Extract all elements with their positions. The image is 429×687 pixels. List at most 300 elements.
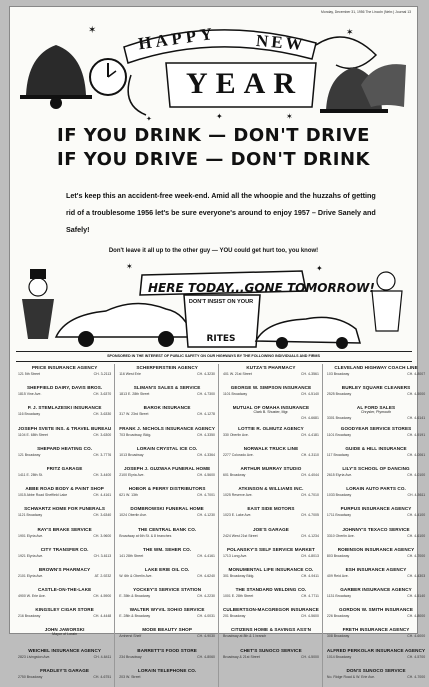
sponsor-directory: [18, 364, 426, 687]
sponsor-phone: CH. 4-6411: [93, 654, 112, 659]
sponsor-entry: [18, 586, 111, 606]
sponsor-name: WALTER WYVIL SOHIO SERVICE: [129, 607, 205, 613]
sponsor-subtitle: Clark B. Shuster, Mgr.: [253, 410, 289, 415]
sponsor-phone: CH. 4-1278: [197, 412, 216, 417]
sponsor-entry: [119, 606, 215, 626]
sponsor-name: P. J. STEMLAZESKI INSURANCE: [27, 405, 102, 411]
sponsor-column-1: [18, 364, 115, 687]
sponsor-details: [119, 554, 215, 558]
new-year-banner: [16, 15, 412, 125]
sponsor-address: 301 Broadway Bldg.: [223, 573, 255, 578]
sponsor-entry: [18, 566, 111, 586]
sponsor-phone: CH. 4-4448: [93, 614, 112, 619]
masthead: Monday, December 31, 1956 The Lincoln (Nebr.) Journal 13: [321, 10, 411, 14]
sponsor-name: THE WM. SEHER CO.: [143, 546, 192, 552]
sponsor-name: EAST SIDE MOTORS: [247, 506, 295, 512]
sponsor-name: BROWN'S PHARMACY: [38, 566, 91, 572]
sponsor-details: [119, 513, 215, 517]
sponsor-entry: [327, 606, 425, 626]
sponsor-phone: CH. 4-4161: [197, 553, 216, 558]
sponsor-entry: [223, 566, 319, 586]
sponsor-address: 1101 Broadway: [326, 432, 351, 437]
sponsor-address: 1711 Broadway: [326, 513, 351, 518]
sponsor-phone: CH. 4-5700: [407, 654, 426, 659]
sponsor-address: 1921 Elyria Ave.: [18, 553, 44, 558]
sponsor-name: KUTZA'S PHARMACY: [246, 365, 296, 370]
sponsor-entry: [327, 626, 425, 646]
sponsor-entry: [18, 505, 111, 525]
sponsor-address: 1411 E. 28th St.: [18, 472, 43, 477]
sponsor-entry: [119, 445, 215, 465]
sponsor-entry: [327, 505, 425, 525]
sponsor-name: MONUMENTAL LIFE INSURANCE CO.: [228, 566, 314, 572]
sponsor-address: 1033 Broadway: [326, 493, 352, 498]
sponsor-phone: CH. 4-5000: [407, 392, 426, 397]
sponsor-name: GOODYEAR SERVICE STORES: [340, 425, 412, 431]
sponsor-address: 401 W. 21st Street: [223, 372, 252, 376]
svg-text:✶: ✶: [346, 27, 354, 37]
sponsor-phone: CH. 4-4303: [407, 573, 426, 578]
sponsor-phone: CH. 4-7010: [301, 493, 319, 498]
sponsor-address: 3301 Broadway: [326, 416, 352, 421]
sponsor-address: 1014 Broadway: [326, 654, 352, 659]
sponsor-name: ESH INSURANCE AGENCY: [345, 566, 407, 572]
sponsor-address: 1815 Vine Ave.: [18, 392, 42, 397]
sponsor-phone: CH. 4-6681: [301, 416, 319, 421]
sponsor-address: 216 Broadway: [18, 614, 41, 619]
sponsor-address: 1813 E. 28th Street: [119, 392, 150, 397]
sponsor-phone: CH. 3-9600: [93, 533, 112, 538]
sponsor-name: ABBE ROAD BODY & PAINT SHOP: [25, 486, 104, 492]
sponsor-details: [223, 513, 319, 517]
sponsor-name: THE CENTRAL BANK CO.: [137, 526, 197, 532]
sponsor-entry: [327, 404, 425, 424]
sponsor-name: ARTHUR MURRAY STUDIO: [240, 465, 302, 471]
sponsor-entry: [18, 465, 111, 485]
sponsor-name: RAY'S BRAKE SERVICE: [37, 526, 92, 532]
sponsor-address: 1901 Elyria Ave.: [18, 533, 44, 538]
sponsor-phone: CH. 4-2230: [197, 594, 216, 599]
sponsor-entry: [327, 485, 425, 505]
sponsor-phone: CH. 4-5900: [93, 594, 112, 599]
sponsor-name: SHEFFIELD DAIRY, DAVIS BROS.: [26, 385, 103, 391]
sponsor-details: [327, 675, 425, 679]
sign-main-text: HERE TODAY...GONE TOMORROW!: [148, 281, 375, 295]
sponsor-entry: [18, 404, 111, 424]
sponsor-entry: [18, 364, 111, 384]
sponsor-phone: CH. 4-8000: [407, 614, 426, 619]
sponsor-address: 1013 Broadway: [119, 452, 144, 457]
sponsor-address: Broadway & 21st Street: [223, 654, 260, 659]
svg-text:✦: ✦: [146, 115, 152, 123]
sponsor-name: JOHNNY'S TEXACO SERVICE: [342, 526, 410, 532]
sponsor-name: CHET'S SUNOCO SERVICE: [240, 647, 302, 653]
sponsor-address: W. 6th & Oberlin Ave.: [119, 573, 153, 578]
sponsor-details: [18, 473, 111, 477]
sponsor-name: GARBER INSURANCE AGENCY: [340, 587, 412, 593]
sponsor-phone: CH. 4-6000: [407, 634, 426, 639]
sponsor-phone: CH. 4-1230: [197, 513, 216, 518]
sponsor-name: NORWALK TRUCK LINE: [243, 445, 299, 451]
sponsor-address: 1001 E. 28th Street: [223, 594, 254, 599]
sponsor-entry: [223, 425, 319, 445]
sponsor-entry: [327, 667, 425, 687]
sponsor-name: KINGSLEY CIGAR STORE: [35, 607, 94, 613]
sponsor-name: DON'S SUNOCO SERVICE: [346, 667, 406, 673]
sponsor-address: 1104 E. 68th Street: [18, 432, 48, 437]
sponsor-details: [327, 372, 425, 376]
sponsor-phone: CH. 4-0061: [407, 452, 426, 457]
sponsor-details: [119, 574, 215, 578]
sponsor-details: [119, 614, 215, 618]
sponsor-name: LOTTIE R. OLMUTZ AGENCY: [238, 425, 304, 431]
sponsor-entry: [119, 465, 215, 485]
sponsor-entry: [18, 546, 111, 566]
sponsor-details: [18, 453, 111, 457]
sponsor-phone: CH. 4-3364: [197, 452, 216, 457]
sponsor-name: CULBERTSON-MACGREGOR INSURANCE: [223, 607, 319, 613]
sponsor-details: [223, 634, 319, 638]
sponsor-entry: [119, 546, 215, 566]
sponsor-name: ALFRED PERKOLAR INSURANCE AGENCY: [326, 647, 426, 653]
sponsor-name: PRICE INSURANCE AGENCY: [31, 365, 98, 370]
sponsor-entry: [119, 586, 215, 606]
sponsor-details: [327, 655, 425, 659]
sponsor-details: [18, 534, 111, 538]
sponsor-entry: [223, 445, 319, 465]
sign-rites-text: RITES: [206, 334, 236, 344]
sponsor-name: DOMBROWSKI FUNERAL HOME: [130, 506, 204, 512]
sponsor-details: [223, 614, 319, 618]
sponsor-address: Amherst Shelf: [119, 634, 142, 639]
sponsor-details: [223, 392, 319, 396]
sponsor-entry: [223, 586, 319, 606]
sponsor-details: [18, 655, 111, 659]
sponsor-details: [119, 412, 215, 416]
banner-word-new: NEW: [255, 30, 307, 55]
sponsor-details: [327, 614, 425, 618]
sponsor-details: [119, 634, 215, 638]
sponsor-entry: [327, 445, 425, 465]
body-subline: Don't leave it all up to the other guy — YOU could get hurt too, you know!: [108, 248, 319, 254]
sponsor-name: AL FORD SALES: [356, 405, 396, 411]
sponsor-details: [223, 574, 319, 578]
sponsor-entry: [119, 384, 215, 404]
sponsor-address: 703 Broadway, Bldg.: [119, 432, 152, 437]
sponsor-phone: CH. 4-6141: [407, 416, 426, 421]
sponsor-entry: [327, 586, 425, 606]
sponsor-entry: [119, 626, 215, 646]
sponsor-subtitle: Chrysler, Plymouth: [360, 410, 392, 415]
sponsor-line: SPONSORED IN THE INTEREST OF PUBLIC SAFETY ON OUR HIGHWAYS BY THE FOLLOWING INDIVIDUALS AND FIRMS: [107, 354, 320, 358]
sponsor-phone: CH. 4-7000: [407, 553, 426, 558]
sponsor-phone: CH. 3-6370: [93, 392, 112, 397]
car-sign-illustration: [16, 259, 412, 349]
sponsor-address: 117 Broadway: [326, 452, 350, 457]
sponsor-details: [223, 493, 319, 497]
sponsor-phone: CH. 4-9191: [407, 432, 426, 437]
sponsor-entry: [327, 364, 425, 384]
sponsor-details: [327, 392, 425, 396]
sponsor-entry: [119, 425, 215, 445]
sponsor-address: 601 Broadway: [223, 472, 246, 477]
sponsor-address: 2424 West 21st Street: [223, 533, 258, 538]
sponsor-name: LAKE ERIE OIL CO.: [144, 566, 190, 572]
sponsor-phone: CH. 4-7300: [197, 392, 216, 397]
sponsor-entry: [18, 485, 111, 505]
sponsor-entry: [119, 404, 215, 424]
sponsor-phone: CH. 4-6751: [93, 674, 112, 679]
sponsor-phone: CH. 4-9030: [197, 634, 216, 639]
sponsor-details: [327, 493, 425, 497]
sponsor-details: [327, 534, 425, 538]
sponsor-phone: CH. 3-4400: [93, 472, 112, 477]
sponsor-address: Broadway at 6th St. & 8 branches: [119, 533, 172, 538]
sponsor-address: 2277 Colorado Ave.: [223, 452, 254, 457]
sponsor-phone: CH. 4-4161: [93, 493, 112, 498]
sponsor-phone: CH. 4-0100: [407, 472, 426, 477]
sponsor-entry: [327, 526, 425, 546]
sponsor-name: MODE BEAUTY SHOP: [142, 627, 192, 633]
sponsor-name: GEORGE W. SIMPSON INSURANCE: [230, 385, 312, 391]
sponsor-name: SHEPARD HEATING CO.: [37, 445, 93, 451]
sponsor-name: PURPUS INSURANCE AGENCY: [340, 506, 412, 512]
sponsor-name: LORAIN CRYSTAL ICE CO.: [136, 445, 198, 451]
sponsor-address: 116 West Erie: [119, 372, 141, 376]
sponsor-details: [18, 574, 111, 578]
sponsor-phone: CH. 4-7000: [407, 674, 426, 679]
sponsor-name: JOE'S GARAGE: [252, 526, 289, 532]
sponsor-phone: CH. 4-5140: [407, 594, 426, 599]
body-text: Let's keep this an accident-free week-end. Amid all the whoopie and the huzzahs of getting rid of a troublesome 1956 let's be sure everyone's around to enjoy 1957 – Drive Sanely and Safely!: [66, 191, 376, 234]
sponsor-address: 803 Broadway: [326, 553, 350, 558]
sponsor-phone: CH. 4-8007: [407, 372, 426, 376]
sponsor-phone: CH. 4-0031: [197, 614, 216, 619]
person-right-figure: [372, 291, 402, 331]
sponsor-phone: CH. 4-3230: [197, 372, 216, 376]
sponsor-details: [223, 433, 319, 437]
sponsor-name: MUTUAL OF OMAHA INSURANCE: [232, 405, 310, 411]
sponsor-address: 203 W. Street: [119, 674, 141, 679]
sponsor-phone: CH. 3-2113: [93, 372, 112, 376]
sponsor-phone: CH. 4-3561: [301, 372, 319, 376]
sponsor-details: [119, 655, 215, 659]
sponsor-name: CITIZENS HOME & SAVINGS ASS'N: [230, 627, 311, 633]
sponsor-name: SLIMAN'S SALES & SERVICE: [133, 385, 201, 391]
sponsor-address: 121 Broadway: [18, 452, 41, 457]
svg-text:✦: ✦: [216, 112, 223, 121]
sponsor-details: [327, 453, 425, 457]
sponsor-phone: CH. 4-3110: [301, 452, 319, 457]
sponsor-name: YOCKEY'S SERVICE STATION: [133, 587, 202, 593]
sponsor-details: [327, 416, 425, 420]
sponsor-entry: [223, 647, 319, 667]
sponsor-details: [18, 554, 111, 558]
sponsor-entry: [119, 485, 215, 505]
sponsor-phone: CH. 4-4100: [407, 513, 426, 518]
sponsor-details: [223, 453, 319, 457]
sponsor-details: [327, 473, 425, 477]
sponsor-column-4: [327, 364, 428, 687]
sponsor-phone: CH. 4-6240: [197, 573, 216, 578]
car-icon: [56, 303, 192, 337]
sponsor-details: [327, 574, 425, 578]
bell-clapper-left: [50, 97, 62, 109]
sponsor-name: BURLEY SQUARE CLEANERS: [341, 385, 411, 391]
sponsor-phone: CH. 4-8060: [197, 654, 216, 659]
sponsor-entry: [18, 667, 111, 687]
sponsor-phone: CH. 3-6330: [93, 412, 112, 417]
sponsor-entry: [18, 606, 111, 626]
sponsor-address: 2525 Broadway: [326, 392, 352, 397]
sponsor-address: 121 5th Street: [18, 372, 40, 376]
sponsor-details: [119, 473, 215, 477]
svg-text:✶: ✶: [286, 112, 293, 121]
sponsor-phone: CH. 4-7001: [197, 493, 216, 498]
sponsor-details: [119, 453, 215, 457]
sponsor-address: 201 Broadway: [223, 614, 246, 619]
sponsor-entry: [327, 546, 425, 566]
sponsor-details: [327, 634, 425, 638]
sponsor-phone: CH. 3-7776: [93, 452, 112, 457]
sponsor-name: LORAIN AUTO PARTS CO.: [346, 486, 406, 492]
sponsor-name: CITY TRANSFER CO.: [40, 546, 89, 552]
sponsor-details: [18, 412, 111, 416]
sponsor-address: 1131 Broadway: [326, 594, 351, 599]
sponsor-details: [119, 534, 215, 538]
sponsor-address: Broadway at 8th & 1 branch: [223, 634, 267, 639]
sponsor-entry: [119, 667, 215, 687]
sponsor-entry: [18, 425, 111, 445]
sponsor-entry: [327, 384, 425, 404]
sponsor-name: POLANSKY'S SELF SERVICE MARKET: [226, 546, 315, 552]
sponsor-entry: [223, 505, 319, 525]
sponsor-details: [18, 614, 111, 618]
bell-left-icon: [26, 45, 86, 95]
sponsor-name: ATKINSON & WILLIAMS INC.: [238, 486, 304, 492]
sponsor-address: 1024 Oberlin Ave.: [119, 513, 147, 518]
sponsor-phone: CH. 4-5600: [197, 472, 216, 477]
sponsor-address: 2100 Elyria Ave.: [119, 472, 145, 477]
sponsor-name: GORDON W. SMITH INSURANCE: [339, 607, 414, 613]
sponsor-details: [18, 513, 111, 517]
sponsor-details: [18, 493, 111, 497]
sponsor-address: 1015 Abbe Road Sheffield Lake: [18, 493, 68, 498]
sponsor-entry: [223, 364, 319, 384]
sponsor-details: [18, 392, 111, 396]
sponsor-phone: CH. 4-7005: [301, 513, 319, 518]
sponsor-phone: CH. 4-7711: [301, 594, 319, 599]
sponsor-name: SCHWARTZ HOME FOR FUNERALS: [24, 506, 106, 512]
sponsor-name: HOBOR & PERRY DISTRIBUTORS: [128, 486, 206, 492]
sponsor-address: 103 Broadway: [326, 372, 350, 376]
sponsor-address: 1025 Reserve Ave.: [223, 493, 253, 498]
sponsor-details: [119, 594, 215, 598]
sponsor-entry: [18, 647, 111, 667]
sponsor-phone: CH. 4-9411: [301, 573, 319, 578]
sponsor-address: 226 Broadway: [326, 614, 350, 619]
sponsor-details: [119, 675, 215, 679]
sponsor-entry: [327, 566, 425, 586]
sponsor-address: 141 28th Street: [119, 553, 144, 558]
sponsor-phone: CH. 4-8013: [301, 553, 319, 558]
sponsor-name: BAROK INSURANCE: [143, 405, 191, 411]
banner-word-happy: HAPPY: [136, 23, 218, 54]
sponsor-address: 1713 Long Ave.: [223, 553, 248, 558]
sponsor-phone: CH. 4-5611: [407, 493, 426, 498]
sponsor-details: [223, 416, 319, 420]
sponsor-column-2: [119, 364, 219, 687]
sponsor-name: ROBINSON INSURANCE AGENCY: [337, 546, 415, 552]
sponsor-name: LILY'S SCHOOL OF DANCING: [342, 465, 410, 471]
rule-bottom: [16, 361, 412, 362]
sponsor-phone: CH. 4-5600: [301, 614, 319, 619]
sponsor-address: 2101 Elyria Ave.: [18, 573, 44, 578]
sponsor-entry: [119, 647, 215, 667]
sponsor-entry: [223, 404, 319, 424]
sponsor-column-3: [223, 364, 323, 687]
sponsor-entry: [223, 606, 319, 626]
svg-text:✶: ✶: [88, 25, 97, 36]
sponsor-address: 2750 Broadway: [18, 674, 43, 679]
sponsor-name: FRITZ GARAGE: [46, 465, 83, 471]
headline-line1: IF YOU DRINK — DON'T DRIVE: [57, 125, 370, 146]
sponsor-entry: [18, 626, 111, 646]
sponsor-address: 3310 Oberlin Ave.: [326, 533, 355, 538]
sponsor-address: E. 35th & Broadway: [119, 594, 151, 599]
headline-line2: IF YOU DRIVE — DON'T DRINK: [57, 149, 370, 170]
sponsor-phone: CH. 4-5140: [301, 392, 319, 397]
sponsor-details: [119, 392, 215, 396]
sponsor-address: 308 Broadway: [326, 634, 350, 639]
sponsor-phone: CH. 3-6113: [93, 553, 112, 558]
man-left-figure: [22, 299, 54, 339]
sponsor-name: JOSEPH J. GUZWAA FUNERAL HOME: [123, 465, 211, 471]
sponsor-name: JOSEPH SVETE INS. & TRAVEL BUREAU: [18, 425, 112, 431]
sponsor-details: [119, 493, 215, 497]
sponsor-phone: CH. 4-4181: [301, 432, 319, 437]
sponsor-address: No. Ridge Road & W. Erie Ave.: [326, 674, 376, 679]
sponsor-address: 2615 Elyria Ave.: [326, 472, 353, 477]
sponsor-entry: [119, 364, 215, 384]
sponsor-details: [119, 433, 215, 437]
sponsor-details: [223, 594, 319, 598]
sponsor-details: [18, 594, 111, 598]
sponsor-name: LORAIN TELEPHONE CO.: [137, 667, 197, 673]
sponsor-entry: [18, 445, 111, 465]
sponsor-name: BARRETT'S FOOD STORE: [137, 647, 197, 653]
sponsor-entry: [223, 465, 319, 485]
sponsor-details: [223, 372, 319, 376]
sponsor-name: GUIDE & HILL INSURANCE: [345, 445, 407, 451]
sponsor-address: E. 28th & Broadway: [119, 614, 151, 619]
sponsor-entry: [18, 384, 111, 404]
sponsor-entry: [223, 546, 319, 566]
sponsor-details: [18, 433, 111, 437]
sponsor-phone: AT. 2-9232: [94, 573, 112, 578]
sponsor-phone: CH. 3-6340: [93, 513, 112, 518]
sponsor-name: FRANK J. NICHOLS INSURANCE AGENCY: [119, 425, 216, 431]
sponsor-entry: [327, 465, 425, 485]
sponsor-name: FRETH INSURANCE AGENCY: [342, 627, 410, 633]
sponsor-address: 409 Reid Ave.: [326, 573, 349, 578]
sponsor-details: [327, 594, 425, 598]
sponsor-subtitle: Mayor of Lorain: [52, 632, 78, 637]
sponsor-phone: CH. 4-1234: [301, 533, 319, 538]
sponsor-details: [327, 433, 425, 437]
sponsor-name: WEICHEL INSURANCE AGENCY: [28, 647, 102, 653]
sponsor-name: SCHERFERSTEIN AGENCY: [136, 365, 198, 370]
